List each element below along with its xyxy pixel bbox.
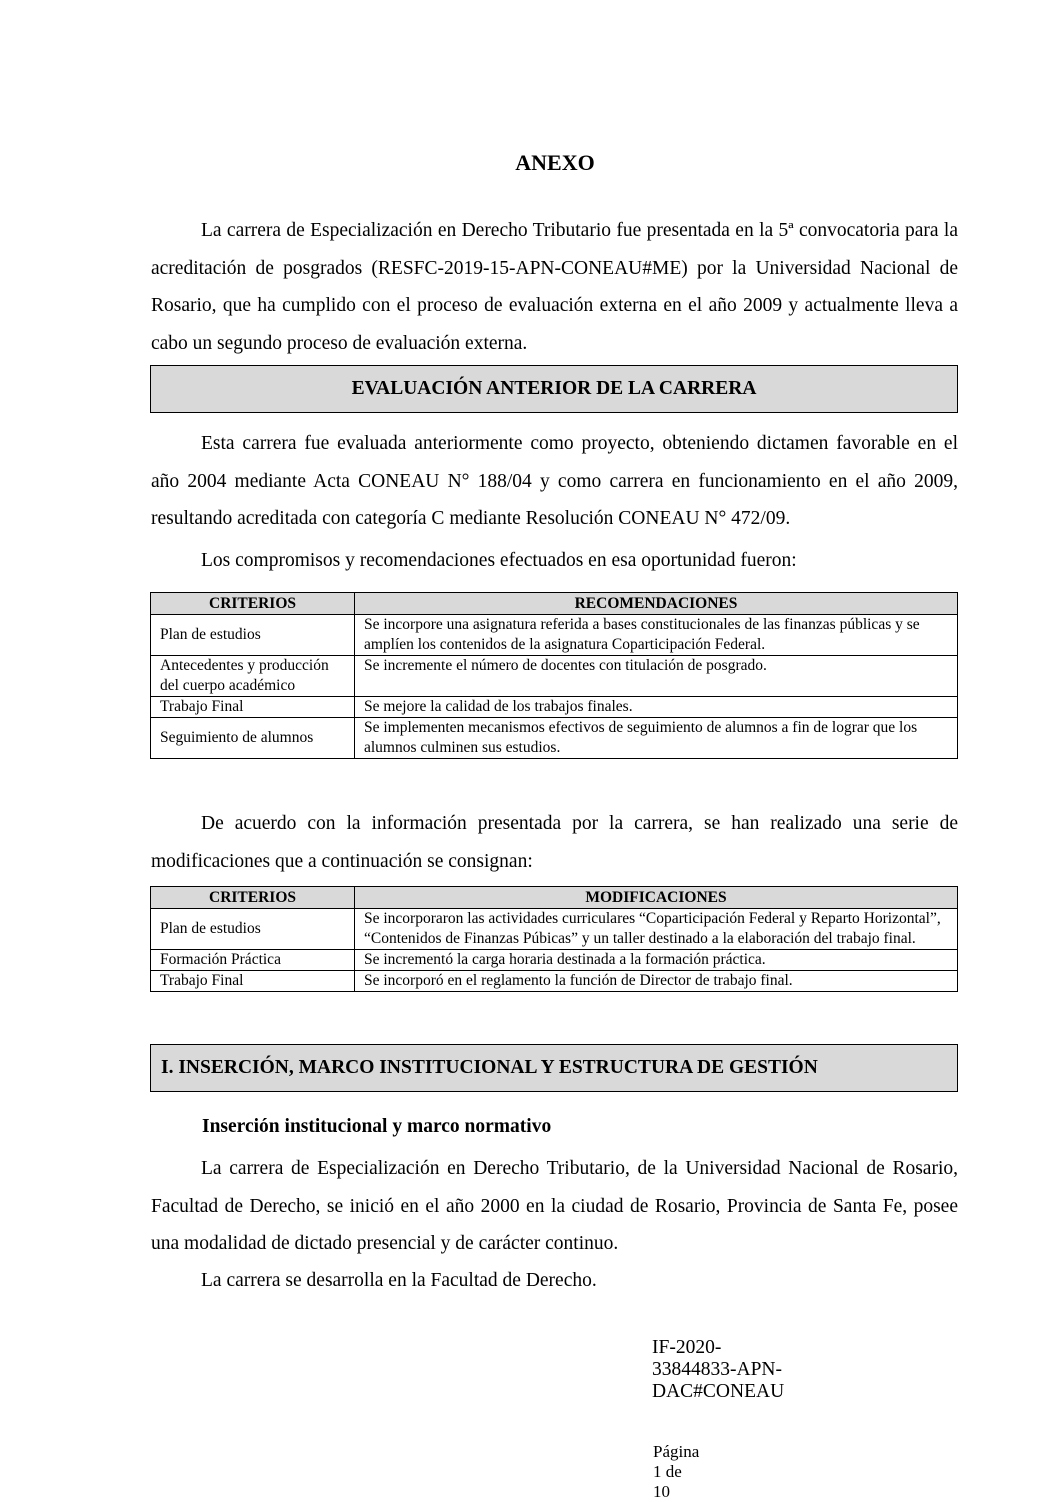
table-cell-criterio: Plan de estudios bbox=[151, 909, 355, 950]
modifications-intro bbox=[151, 805, 958, 880]
table-cell-texto: Se incorporaron las actividades curriculares “Coparticipación Federal y Reparto Horizontal”, “Contenidos de Finanzas Púbicas” y un taller destinado a la elaboración del trabajo final. bbox=[355, 909, 958, 950]
commitments-intro-text: Los compromisos y recomendaciones efectuados en esa oportunidad fueron: bbox=[201, 550, 797, 571]
subsection-heading: Inserción institucional y marco normativo bbox=[202, 1116, 552, 1137]
modifications-intro-text: De acuerdo con la información presentada por la carrera, se han realizado una serie de modificaciones que a continuación se consignan: bbox=[151, 813, 958, 872]
table-row bbox=[151, 718, 958, 759]
document-id: IF-2020-33844833-APN-DAC#CONEAU bbox=[652, 1337, 785, 1402]
column-header: RECOMENDACIONES bbox=[355, 593, 958, 615]
table-cell-texto: Se incorporó en el reglamento la función de Director de trabajo final. bbox=[355, 971, 958, 992]
intro-paragraph bbox=[151, 212, 958, 362]
section-header-previous-evaluation: EVALUACIÓN ANTERIOR DE LA CARRERA bbox=[150, 365, 958, 413]
column-header: CRITERIOS bbox=[151, 593, 355, 615]
table-cell-criterio: Formación Práctica bbox=[151, 950, 355, 971]
table-cell-criterio: Antecedentes y producción del cuerpo académico bbox=[151, 656, 355, 697]
table-cell-texto: Se mejore la calidad de los trabajos finales. bbox=[355, 697, 958, 718]
table-cell-texto: Se incorpore una asignatura referida a bases constitucionales de las finanzas públicas y se amplíen los contenidos de la asignatura Coparticipación Federal. bbox=[355, 615, 958, 656]
table-row bbox=[151, 909, 958, 950]
section-header-institutional: I. INSERCIÓN, MARCO INSTITUCIONAL Y ESTRUCTURA DE GESTIÓN bbox=[150, 1044, 958, 1092]
document-title: ANEXO bbox=[515, 150, 595, 175]
location-paragraph bbox=[151, 1262, 958, 1300]
table-cell-texto: Se implementen mecanismos efectivos de seguimiento de alumnos a fin de lograr que los alumnos culminen sus estudios. bbox=[355, 718, 958, 759]
previous-evaluation-paragraph bbox=[151, 425, 958, 538]
table-row bbox=[151, 971, 958, 992]
location-text: La carrera se desarrolla en la Facultad de Derecho. bbox=[201, 1270, 597, 1291]
table-row bbox=[151, 697, 958, 718]
table-row bbox=[151, 950, 958, 971]
previous-evaluation-text: Esta carrera fue evaluada anteriormente como proyecto, obteniendo dictamen favorable en el año 2004 mediante Acta CONEAU N° 188/04 y como carrera en funcionamiento en el año 2009, resultando acreditada con categoría C mediante Resolución CONEAU N° 472/09. bbox=[151, 433, 958, 529]
table-row bbox=[151, 656, 958, 697]
insertion-text: La carrera de Especialización en Derecho Tributario, de la Universidad Nacional de Rosario, Facultad de Derecho, se inició en el año 2000 en la ciudad de Rosario, Provincia de Santa Fe, posee una modalidad de dictado presencial y de carácter continuo. bbox=[151, 1158, 958, 1254]
table-cell-texto: Se incremente el número de docentes con titulación de posgrado. bbox=[355, 656, 958, 697]
column-header: MODIFICACIONES bbox=[355, 887, 958, 909]
table-cell-criterio: Trabajo Final bbox=[151, 971, 355, 992]
column-header: CRITERIOS bbox=[151, 887, 355, 909]
table-row bbox=[151, 615, 958, 656]
insertion-paragraph bbox=[151, 1150, 958, 1263]
table-cell-criterio: Plan de estudios bbox=[151, 615, 355, 656]
table-header-row bbox=[151, 593, 958, 615]
table-header-row bbox=[151, 887, 958, 909]
intro-text: La carrera de Especialización en Derecho Tributario fue presentada en la 5ª convocatoria para la acreditación de posgrados (RESFC-2019-15-APN-CONEAU#ME) por la Universidad Nacional de Rosario, que ha cumplido con el proceso de evaluación externa en el año 2009 y actualmente lleva a cabo un segundo proceso de evaluación externa. bbox=[151, 220, 958, 354]
page-number: Página 1 de 10 bbox=[653, 1442, 700, 1501]
table-cell-criterio: Trabajo Final bbox=[151, 697, 355, 718]
table-cell-criterio: Seguimiento de alumnos bbox=[151, 718, 355, 759]
table-cell-texto: Se incrementó la carga horaria destinada a la formación práctica. bbox=[355, 950, 958, 971]
modifications-table bbox=[150, 886, 958, 992]
commitments-intro bbox=[151, 542, 958, 580]
recommendations-table bbox=[150, 592, 958, 759]
